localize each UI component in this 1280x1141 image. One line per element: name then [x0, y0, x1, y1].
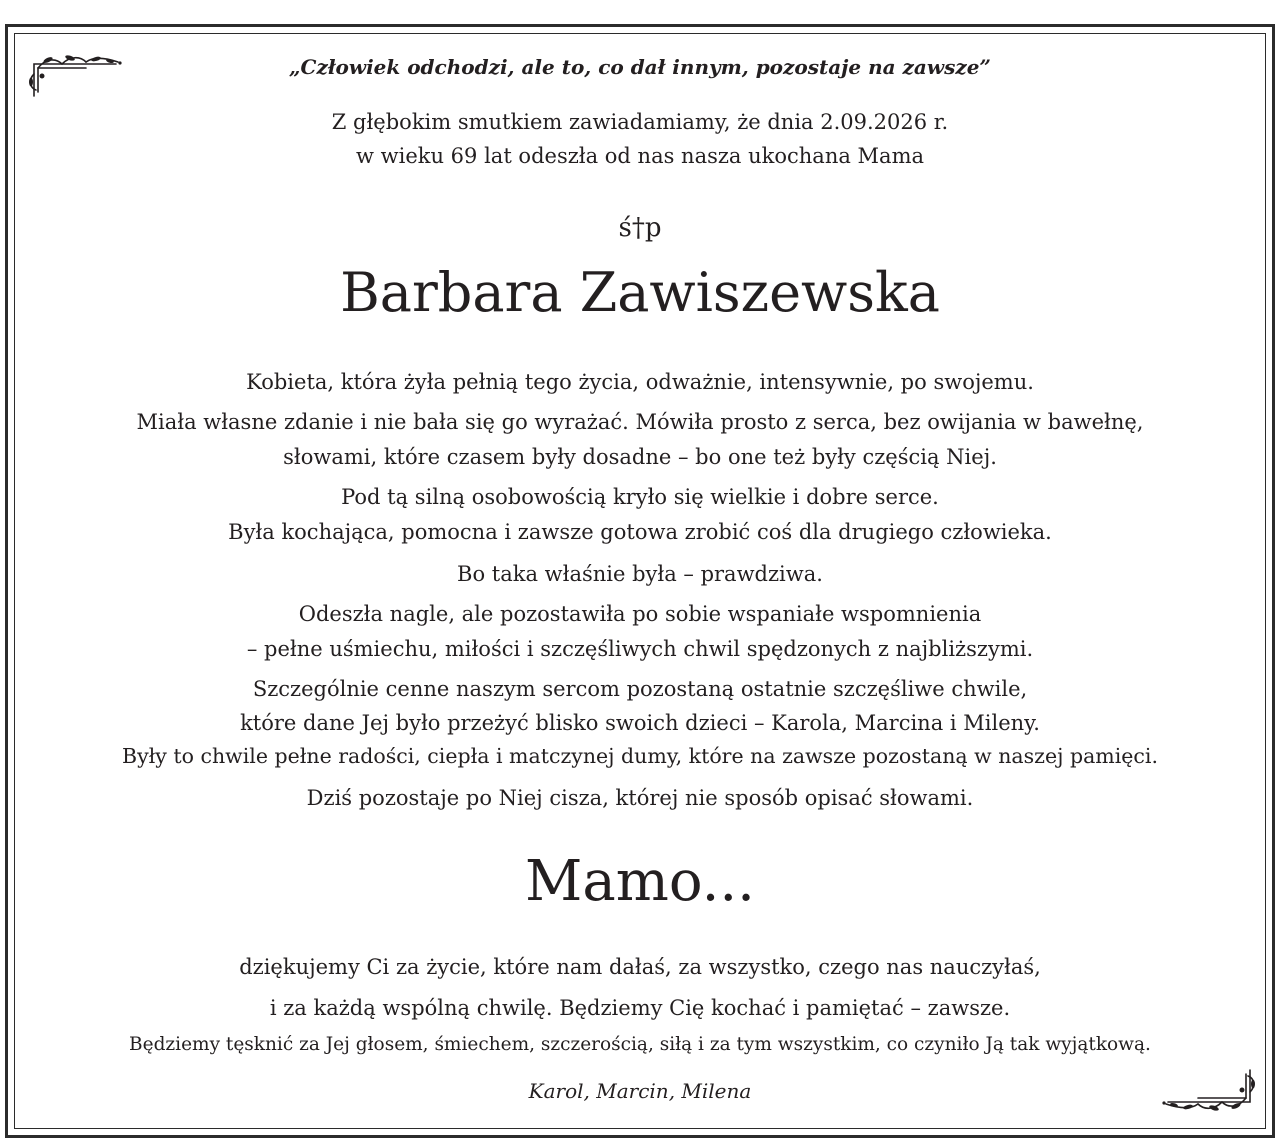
announcement-line: w wieku 69 lat odeszła od nas nasza ukochana Mama [355, 144, 924, 168]
mamo-heading: Mamo... [525, 849, 755, 914]
stp-abbreviation: ś†p [618, 213, 662, 243]
tribute-line: słowami, które czasem były dosadne – bo one też były częścią Niej. [283, 445, 997, 469]
thanks-line: i za każdą wspólną chwilę. Będziemy Cię kochać i pamiętać – zawsze. [269, 996, 1011, 1020]
announcement-line: Z głębokim smutkiem zawiadamiamy, że dnia 2.09.2026 r. [331, 110, 949, 134]
tribute-line: Bo taka właśnie była – prawdziwa. [457, 562, 823, 586]
tribute-line: Szczególnie cenne naszym sercom pozostaną ostatnie szczęśliwe chwile, [252, 677, 1028, 701]
deceased-name: Barbara Zawiszewska [340, 261, 940, 324]
thanks-line: Będziemy tęsknić za Jej głosem, śmiechem, szczerością, siłą i za tym wszystkim, co czyniło Ją tak wyjątkową. [129, 1034, 1151, 1055]
thanks-line: dziękujemy Ci za życie, które nam dałaś, za wszystko, czego nas nauczyłaś, [239, 955, 1041, 979]
tribute-line: – pełne uśmiechu, miłości i szczęśliwych chwil spędzonych z najbliższymi. [246, 637, 1034, 661]
tribute-line: Miała własne zdanie i nie bała się go wyrażać. Mówiła prosto z serca, bez owijania w bawełnę, [136, 410, 1144, 434]
tribute-line: Była kochająca, pomocna i zawsze gotowa zrobić coś dla drugiego człowieka. [228, 520, 1052, 544]
tribute-line: Pod tą silną osobowością kryło się wielkie i dobre serce. [341, 485, 939, 509]
signature: Karol, Marcin, Milena [528, 1079, 752, 1103]
tribute-line: Kobieta, która żyła pełnią tego życia, odważnie, intensywnie, po swojemu. [246, 370, 1034, 394]
tribute-line: które dane Jej było przeżyć blisko swoich dzieci – Karola, Marcina i Mileny. [240, 711, 1040, 735]
opening-quote: „Człowiek odchodzi, ale to, co dał innym, pozostaje na zawsze” [289, 55, 991, 79]
tribute-line: Dziś pozostaje po Niej cisza, której nie sposób opisać słowami. [306, 786, 974, 810]
tribute-line: Odeszła nagle, ale pozostawiła po sobie wspaniałe wspomnienia [298, 602, 982, 626]
tribute-line: Były to chwile pełne radości, ciepła i matczynej dumy, które na zawsze pozostaną w naszej pamięci. [122, 744, 1158, 768]
